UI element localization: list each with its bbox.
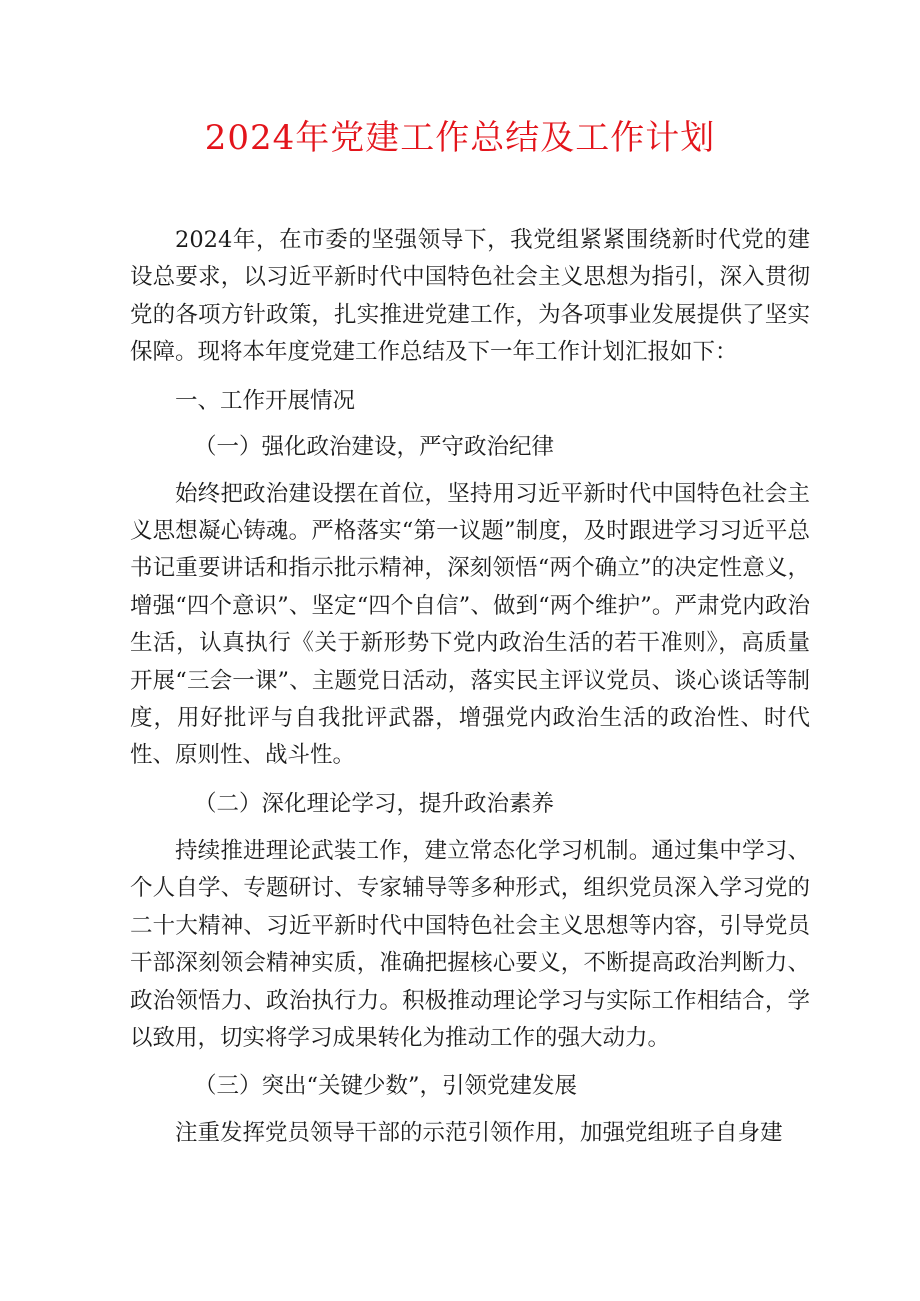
subsection-body-1: 始终把政治建设摆在首位，坚持用习近平新时代中国特色社会主义思想凝心铸魂。严格落实“第一议题”制度，及时跟进学习习近平总书记重要讲话和指示批示精神，深刻领悟“两个确立”的决定性意义，增强“四个意识”、坚定“四个自信”、做到“两个维护”。严肃党内政治生活，认真执行《关于新形势下党内政治生活的若干准则》，高质量开展“三会一课”、主题党日活动，落实民主评议党员、谈心谈话等制度，用好批评与自我批评武器，增强党内政治生活的政治性、时代性、原则性、战斗性。: [130, 480, 810, 769]
subsection-body-3: 注重发挥党员领导干部的示范引领作用，加强党组班子自身建: [175, 1120, 783, 1147]
document-title: 2024年党建工作总结及工作计划: [204, 118, 716, 158]
subsection-body-2: 持续推进理论武装工作，建立常态化学习机制。通过集中学习、个人自学、专题研讨、专家辅导等多种形式，组织党员深入学习党的二十大精神、习近平新时代中国特色社会主义思想等内容，引导党员干部深刻领会精神实质，准确把握核心要义，不断提高政治判断力、政治领悟力、政治执行力。积极推动理论学习与实际工作相结合，学以致用，切实将学习成果转化为推动工作的强大动力。: [130, 837, 810, 1051]
subsection-heading-1: （一）强化政治建设，严守政治纪律: [194, 433, 555, 460]
subsection-heading-2: （二）深化理论学习，提升政治素养: [194, 790, 555, 817]
document-body: [130, 222, 810, 1153]
section-heading-1: 一、工作开展情况: [175, 387, 356, 414]
subsection-heading-3: （三）突出“关键少数”，引领党建发展: [194, 1073, 578, 1100]
intro-paragraph: 2024年，在市委的坚强领导下，我党组紧紧围绕新时代党的建设总要求，以习近平新时代中国特色社会主义思想为指引，深入贯彻党的各项方针政策，扎实推进党建工作，为各项事业发展提供了坚实保障。现将本年度党建工作总结及下一年工作计划汇报如下：: [130, 227, 810, 366]
